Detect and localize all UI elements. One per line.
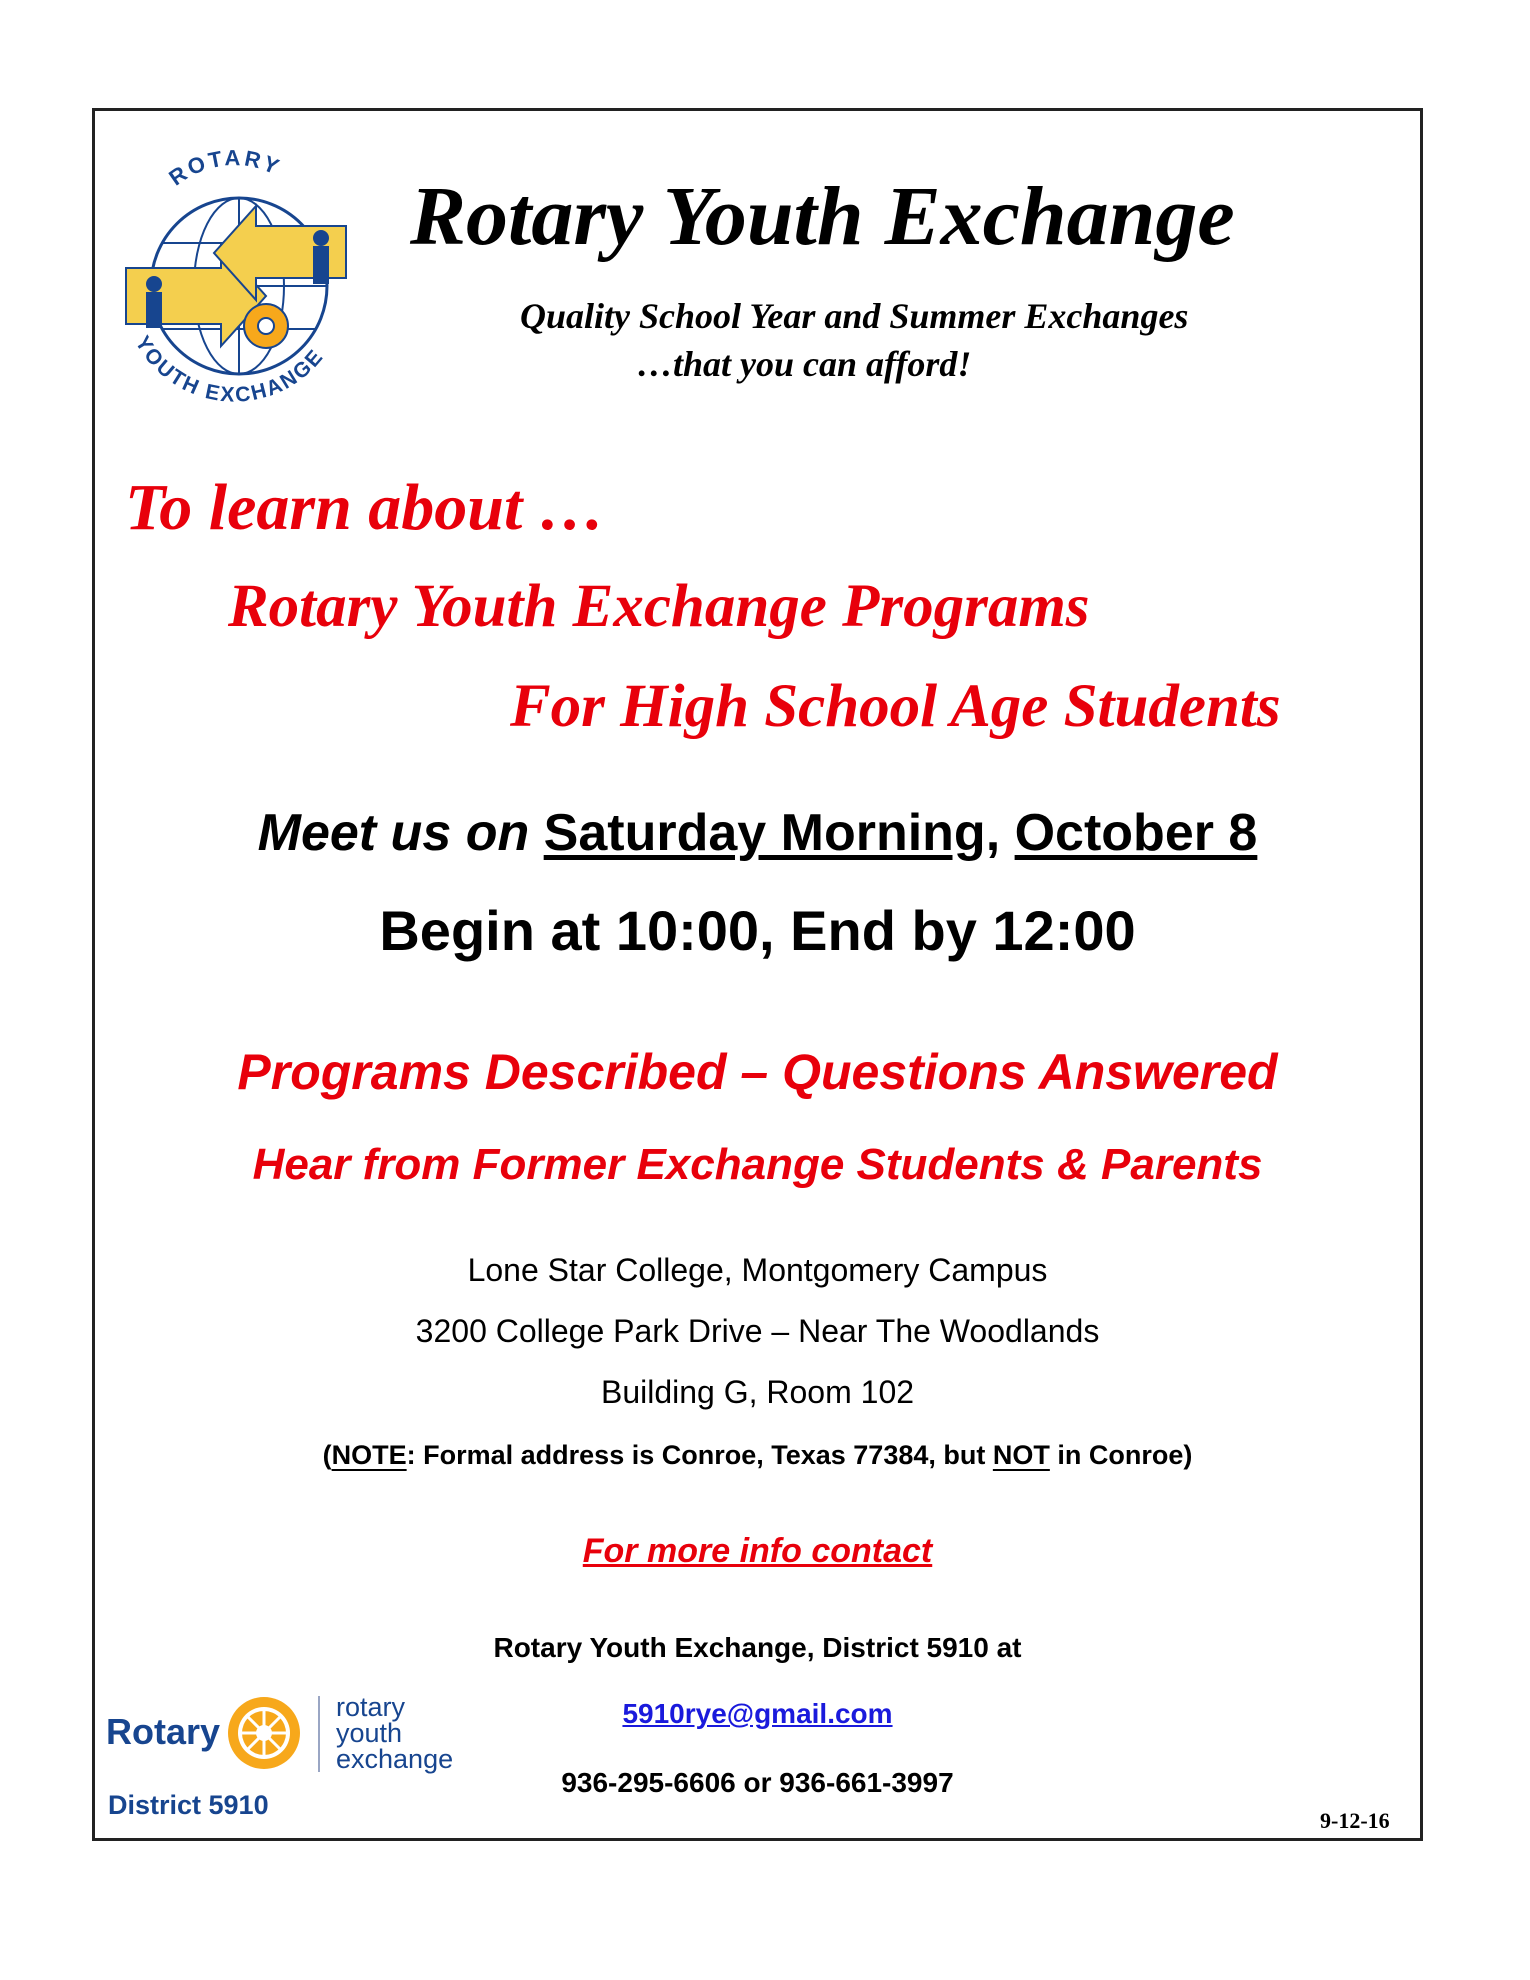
- intro-line-1: To learn about …: [125, 471, 605, 544]
- contact-phones: 936-295-6606 or 936-661-3997: [561, 1767, 954, 1798]
- location-room: Building G, Room 102: [600, 1374, 915, 1410]
- page-title: Rotary Youth Exchange: [410, 170, 1235, 263]
- note-open-paren: (: [322, 1440, 332, 1470]
- logo-rye-line-3: exchange: [336, 1744, 454, 1774]
- location-note: [92, 1440, 1423, 1471]
- meeting-prefix: Meet us on: [257, 804, 530, 862]
- logo-arc-bottom-text: YOUTH EXCHANGE: [130, 332, 329, 407]
- intro-line-3: For High School Age Students: [510, 673, 1281, 740]
- contact-heading: For more info contact: [582, 1532, 933, 1570]
- rotary-wheel-icon: [228, 1697, 300, 1769]
- contact-org: Rotary Youth Exchange, District 5910 at: [493, 1632, 1022, 1663]
- logo-arc-top-text: ROTARY: [164, 145, 286, 191]
- highlight-hear-from: Hear from Former Exchange Students & Parents: [252, 1140, 1263, 1189]
- logo-rye-line-2: youth: [336, 1718, 403, 1748]
- logo-rotary-wordmark: Rotary: [106, 1711, 221, 1752]
- meeting-separator: ,: [985, 804, 1001, 862]
- version-date: 9-12-16: [1320, 1808, 1390, 1833]
- svg-text:ROTARY: [164, 145, 285, 190]
- logo-district: District 5910: [108, 1790, 269, 1820]
- contact-email-link[interactable]: 5910rye@gmail.com: [622, 1698, 893, 1729]
- meeting-date-line: [92, 803, 1423, 863]
- rotary-youth-exchange-logo: [106, 128, 364, 410]
- rotary-district-logo: [104, 1692, 484, 1822]
- tagline-secondary: …that you can afford!: [637, 344, 972, 384]
- note-label: NOTE: [331, 1440, 407, 1470]
- tagline-primary: Quality School Year and Summer Exchanges: [520, 296, 1189, 336]
- location-street: 3200 College Park Drive – Near The Woodlands: [415, 1313, 1100, 1349]
- meeting-times: Begin at 10:00, End by 12:00: [379, 899, 1136, 962]
- meeting-day: Saturday Morning: [543, 804, 986, 862]
- intro-line-2: Rotary Youth Exchange Programs: [228, 573, 1090, 640]
- note-text: : Formal address is Conroe, Texas 77384, but: [406, 1440, 993, 1470]
- meeting-date: October 8: [1014, 804, 1258, 862]
- location-campus: Lone Star College, Montgomery Campus: [467, 1252, 1048, 1288]
- note-end: in Conroe): [1049, 1440, 1193, 1470]
- logo-rye-line-1: rotary: [336, 1692, 406, 1722]
- note-not: NOT: [992, 1440, 1050, 1470]
- highlight-programs: Programs Described – Questions Answered: [237, 1044, 1278, 1100]
